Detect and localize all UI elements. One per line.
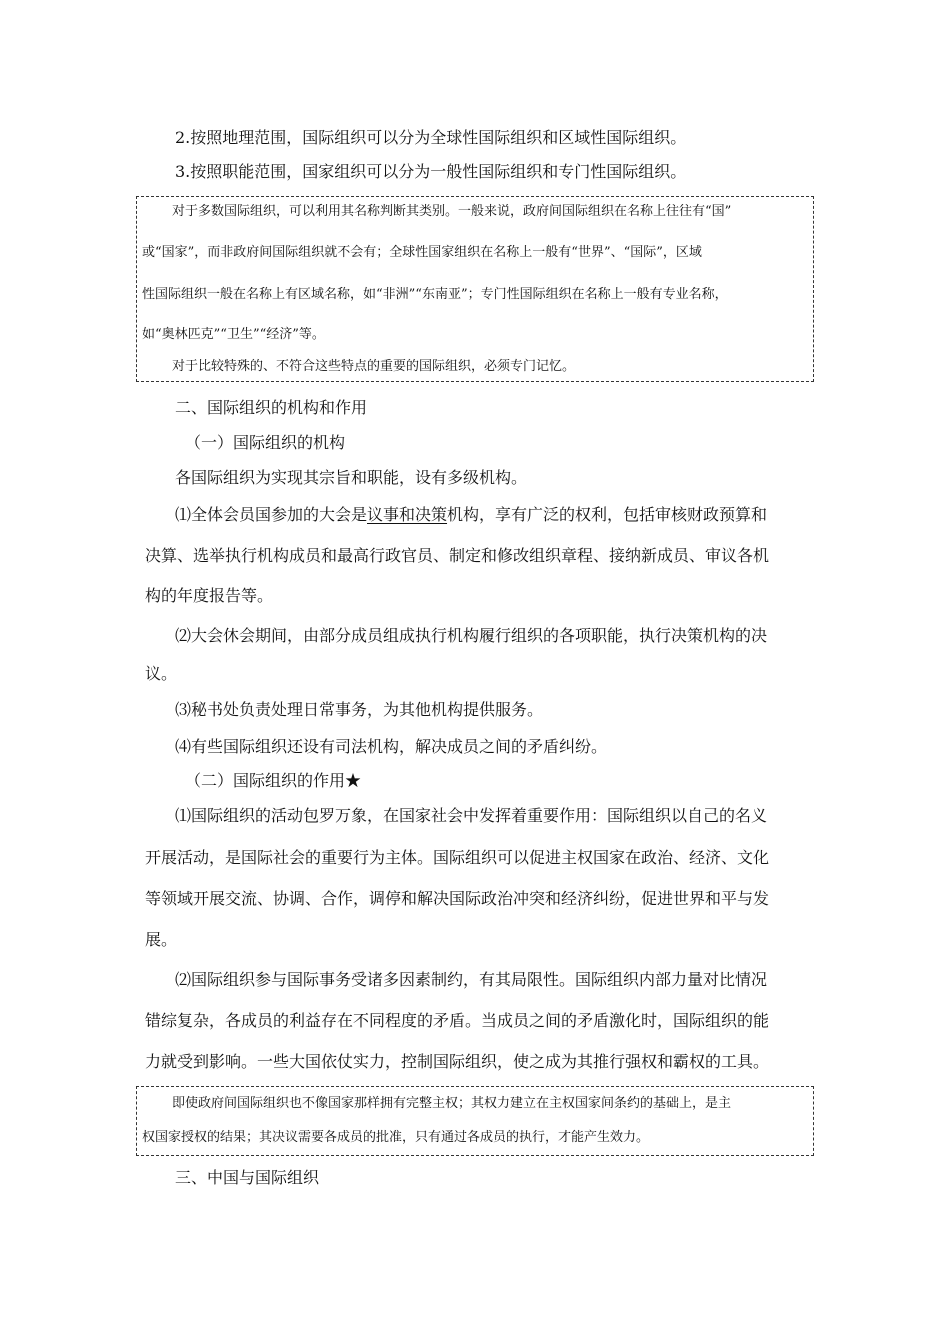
paragraph-line: 构的年度报告等。	[145, 586, 274, 605]
tip-box-sovereignty-line: 权国家授权的结果；其决议需要各成员的批准，只有通过各成员的执行，才能产生效力。	[142, 1130, 650, 1145]
paragraph-line: 开展活动，是国际社会的重要行为主体。国际组织可以促进主权国家在政治、经济、文化	[145, 848, 770, 867]
paragraph-line: 错综复杂，各成员的利益存在不同程度的矛盾。当成员之间的矛盾激化时，国际组织的能	[145, 1011, 770, 1030]
underlined-keyword: 议事和决策	[367, 505, 448, 524]
tip-box-naming-line: 性国际组织一般在名称上有区域名称，如“非洲”“东南亚”；专门性国际组织在名称上一般有专业名称，	[142, 287, 728, 302]
tip-box-sovereignty-line: 即使政府间国际组织也不像国家那样拥有完整主权；其权力建立在主权国家间条约的基础上，是主	[172, 1096, 732, 1111]
text-span: ⑴全体会员国参加的大会是	[175, 505, 368, 524]
section-heading: 三、中国与国际组织	[175, 1168, 320, 1187]
paragraph: 各国际组织为实现其宗旨和职能，设有多级机构。	[175, 468, 528, 487]
paragraph-line: ⑵大会休会期间，由部分成员组成执行机构履行组织的各项职能，执行决策机构的决	[175, 626, 768, 645]
paragraph-line: 展。	[145, 930, 178, 949]
subsection-heading: （二）国际组织的作用★	[185, 771, 362, 790]
paragraph: ⑶秘书处负责处理日常事务，为其他机构提供服务。	[175, 700, 544, 719]
paragraph-line	[175, 505, 845, 525]
paragraph-line: 决算、选举执行机构成员和最高行政官员、制定和修改组织章程、接纳新成员、审议各机	[145, 546, 770, 565]
tip-box-naming-line: 如“奥林匹克”“卫生”“经济”等。	[142, 327, 325, 342]
paragraph: ⑷有些国际组织还设有司法机构，解决成员之间的矛盾纠纷。	[175, 737, 608, 756]
paragraph-line: ⑵国际组织参与国际事务受诸多因素制约，有其局限性。国际组织内部力量对比情况	[175, 970, 768, 989]
paragraph-line: 力就受到影响。一些大国依仗实力，控制国际组织，使之成为其推行强权和霸权的工具。	[145, 1052, 770, 1071]
subsection-heading: （一）国际组织的机构	[185, 433, 346, 452]
section-heading: 二、国际组织的机构和作用	[175, 398, 368, 417]
function-classification-item: 3.按照职能范围，国家组织可以分为一般性国际组织和专门性国际组织。	[175, 162, 687, 181]
paragraph-line: 议。	[145, 664, 178, 683]
tip-box-naming-line: 对于比较特殊的、不符合这些特点的重要的国际组织，必须专门记忆。	[172, 359, 576, 374]
tip-box-naming-line: 或“国家”，而非政府间国际组织就不会有；全球性国家组织在名称上一般有“世界”、“国际”，区域	[142, 245, 702, 260]
paragraph-line: 等领域开展交流、协调、合作，调停和解决国际政治冲突和经济纠纷，促进世界和平与发	[145, 889, 770, 908]
text-span: 机构，享有广泛的权利，包括审核财政预算和	[447, 505, 768, 524]
tip-box-naming-line: 对于多数国际组织，可以利用其名称判断其类别。一般来说，政府间国际组织在名称上往往有“国”	[172, 204, 732, 219]
geo-classification-item: 2.按照地理范围，国际组织可以分为全球性国际组织和区域性国际组织。	[175, 128, 687, 147]
paragraph-line: ⑴国际组织的活动包罗万象，在国家社会中发挥着重要作用：国际组织以自己的名义	[175, 806, 768, 825]
